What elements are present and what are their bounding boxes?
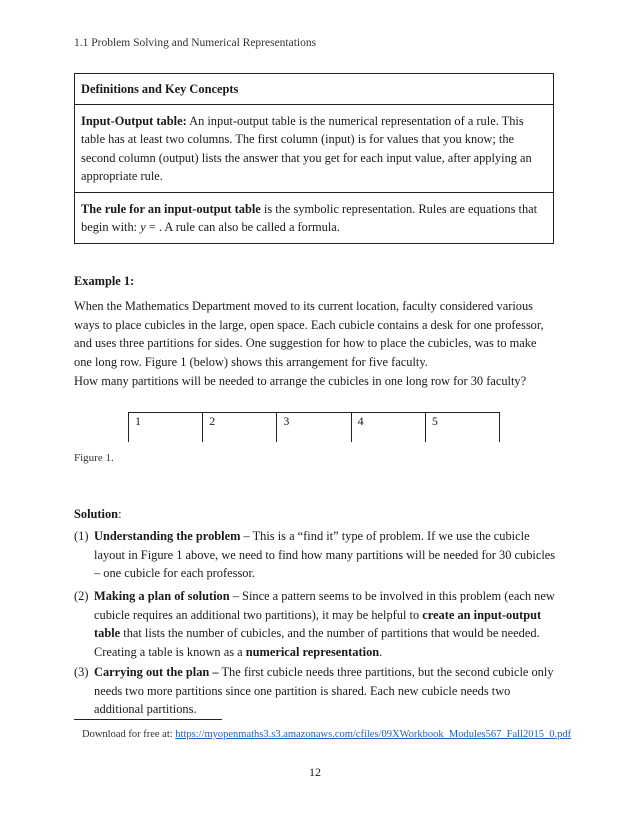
running-header: 1.1 Problem Solving and Numerical Representations (74, 37, 317, 49)
rule-term: The rule for an input-output table (81, 201, 261, 216)
solution-heading (74, 505, 556, 524)
input-output-term: Input-Output table: (81, 113, 187, 128)
rule-definition (75, 192, 553, 243)
step-number: (2) (74, 589, 89, 603)
definitions-title: Definitions and Key Concepts (81, 82, 239, 96)
example-paragraph: When the Mathematics Department moved to its current location, faculty considered various ways to place cubicles in the large, open space. Each cubicle contains a desk for one professor, and uses three partitions for sides. One suggestion for how to place the cubicles, was to make one long row. Figure 1 (below) shows this arrangement for five faculty. (74, 299, 544, 369)
step-text: – Since a pattern seems to be involved in this problem (each new cubicle requires an additional two partitions), it may be helpful to (94, 589, 555, 622)
cubicle-row-figure (128, 412, 500, 442)
definitions-box (74, 73, 554, 244)
footnote (82, 729, 571, 740)
page-number: 12 (309, 765, 321, 779)
cubicle-4: 4 (351, 413, 425, 442)
rule-variable: y (140, 220, 146, 234)
solution-heading-text: Solution (74, 507, 119, 521)
step-term: Making a plan of solution (94, 589, 230, 603)
input-output-text: An input-output table is the numerical representation of a rule. This table has at least two columns. The first column (input) is for values that you know; the second column (output) lists the answer that you get for each input value, after applying an appropriate rule. (81, 113, 532, 183)
step-body (94, 663, 556, 719)
rule-text-end: = . A rule can also be called a formula. (145, 220, 340, 234)
solution-step-3 (74, 663, 556, 719)
step-term-emphasis: numerical representation (245, 644, 380, 659)
step-text: The first cubicle needs three partitions, but the second cubicle only needs two more partitions since one partition is shared. Each new cubicle needs two additional partitions. (94, 665, 554, 716)
definitions-title-cell (75, 74, 553, 104)
example-question: How many partitions will be needed to arrange the cubicles in one long row for 30 faculty? (74, 374, 527, 388)
example-heading (74, 272, 556, 291)
download-link[interactable]: https://myopenmaths3.s3.amazonaws.com/cfiles/09XWorkbook_Modules567_Fall2015_0.pdf (175, 729, 572, 740)
step-term: Understanding the problem (94, 529, 241, 543)
footnote-divider (74, 719, 222, 720)
example-heading-text: Example 1: (74, 274, 135, 288)
cubicle-1: 1 (128, 413, 202, 442)
step-text: that lists the number of cubicles, and the number of partitions that would be needed. Creating a table is known as a (94, 626, 540, 659)
solution-step-1 (74, 527, 556, 583)
step-number: (1) (74, 529, 89, 543)
solution-step-2 (74, 587, 556, 661)
cubicle-5: 5 (425, 413, 500, 442)
figure-caption: Figure 1. (74, 452, 114, 464)
cubicle-3: 3 (276, 413, 350, 442)
step-term: Carrying out the plan – (94, 665, 219, 679)
step-term-emphasis: create an input-output table (94, 607, 542, 640)
step-text: – This is a “find it” type of problem. If we use the cubicle layout in Figure 1 above, we need to find how many partitions will be needed for 30 cubicles – one cubicle for each professor. (94, 529, 556, 580)
input-output-definition (75, 104, 553, 192)
solution-heading-colon: : (118, 507, 122, 521)
step-text: . (379, 644, 383, 659)
step-number: (3) (74, 665, 89, 679)
cubicle-2: 2 (202, 413, 276, 442)
rule-text: is the symbolic representation. Rules are equations that begin with: (81, 201, 538, 234)
footnote-prefix: Download for free at: (82, 729, 176, 740)
step-body (94, 527, 556, 583)
step-body (94, 587, 556, 661)
